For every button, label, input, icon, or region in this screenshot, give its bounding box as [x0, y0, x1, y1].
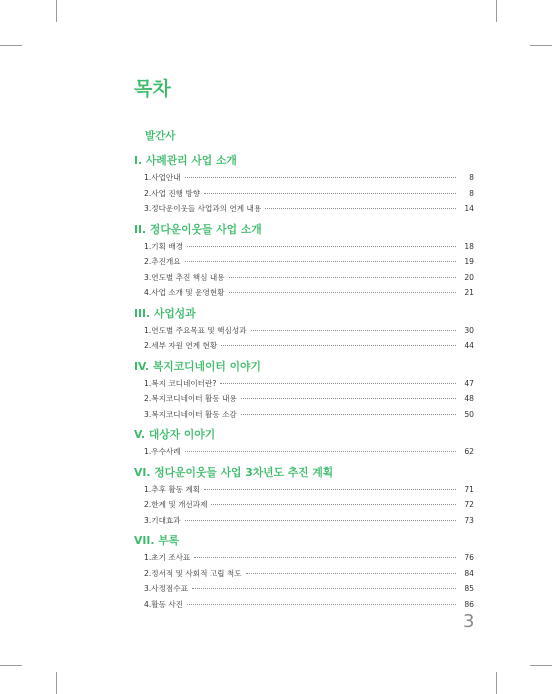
- table-of-contents: [134, 128, 474, 616]
- toc-entry-label: 1.추후 활동 계획: [144, 484, 201, 494]
- toc-entry-page: 8: [469, 188, 474, 198]
- toc-entry-page: 19: [464, 257, 474, 266]
- dot-leader: [194, 557, 456, 558]
- toc-entry[interactable]: [134, 239, 474, 255]
- toc-entry[interactable]: [134, 566, 474, 582]
- toc-entry-page: 62: [464, 447, 474, 456]
- toc-entry[interactable]: [134, 254, 474, 270]
- toc-entry[interactable]: [134, 338, 474, 354]
- dot-leader: [192, 588, 456, 589]
- toc-entry-page: 71: [464, 484, 474, 494]
- toc-entry-label: 4.사업 소개 및 운영현황: [144, 288, 225, 297]
- dot-leader: [185, 451, 456, 452]
- toc-entry[interactable]: [134, 513, 474, 529]
- dot-leader: [241, 414, 456, 415]
- dot-leader: [241, 398, 456, 399]
- dot-leader: [265, 208, 456, 209]
- toc-entry-page: 47: [464, 378, 474, 388]
- dot-leader: [229, 292, 456, 293]
- toc-entry[interactable]: [134, 186, 474, 202]
- toc-entry[interactable]: [134, 285, 474, 301]
- toc-entry-label: 1.사업안내: [144, 173, 181, 182]
- toc-section-title[interactable]: VI. 정다운이웃들 사업 3차년도 추진 계획: [134, 465, 334, 479]
- toc-section: [134, 464, 474, 529]
- dot-leader: [185, 177, 456, 178]
- toc-entry[interactable]: [134, 407, 474, 423]
- dot-leader: [211, 504, 456, 505]
- toc-entry-page: 86: [464, 599, 474, 609]
- dot-leader: [187, 246, 456, 247]
- dot-leader: [187, 604, 456, 605]
- toc-entry-label: 1.복지 코디네이터란?: [144, 378, 217, 388]
- toc-section: [134, 426, 474, 460]
- toc-entry-label: 2.사업 진행 방향: [144, 188, 201, 198]
- toc-entry-page: 85: [464, 584, 474, 593]
- dot-leader: [229, 277, 456, 278]
- toc-entry-page: 72: [464, 500, 474, 509]
- toc-entry-page: 48: [464, 394, 474, 403]
- toc-entry-page: 14: [464, 204, 474, 213]
- crop-mark-top-left: [56, 0, 57, 22]
- toc-entry-label: 1.초기 조사표: [144, 553, 191, 562]
- toc-entry-label: 3.정다운이웃들 사업과의 연계 내용: [144, 204, 262, 213]
- toc-entry-label: 2.복지코디네이터 활동 내용: [144, 394, 237, 403]
- toc-preface[interactable]: 발간사: [145, 130, 176, 142]
- dot-leader: [204, 193, 456, 194]
- toc-entry[interactable]: [134, 323, 474, 339]
- toc-entry-label: 4.활동 사진: [144, 599, 184, 609]
- toc-entry[interactable]: [134, 444, 474, 460]
- toc-entry-page: 84: [464, 568, 474, 578]
- crop-mark-bottom-right: [496, 672, 497, 694]
- toc-entry[interactable]: [134, 550, 474, 566]
- toc-entry[interactable]: [134, 376, 474, 392]
- crop-mark-right-top: [530, 45, 552, 46]
- toc-entry-label: 1.우수사례: [144, 447, 181, 456]
- toc-entry-page: 44: [464, 341, 474, 350]
- toc-section-title[interactable]: I. 사례관리 사업 소개: [134, 154, 237, 167]
- toc-entry-label: 2.한계 및 개선과제: [144, 500, 208, 509]
- toc-entry-page: 73: [464, 515, 474, 525]
- toc-entry-label: 2.추진개요: [144, 257, 181, 266]
- page-number: 3: [463, 611, 475, 632]
- toc-section: [134, 221, 474, 301]
- toc-entry[interactable]: [134, 482, 474, 498]
- toc-section: [134, 532, 474, 612]
- dot-leader: [221, 345, 456, 346]
- toc-section-title[interactable]: II. 정다운이웃들 사업 소개: [134, 222, 262, 236]
- toc-sections: [134, 152, 474, 612]
- toc-section: [134, 305, 474, 354]
- toc-entry-label: 2.정서적 및 사회적 고립 척도: [144, 568, 242, 578]
- dot-leader: [185, 261, 456, 262]
- toc-entry[interactable]: [134, 581, 474, 597]
- toc-section-title[interactable]: VII. 부록: [134, 534, 180, 547]
- toc-entry[interactable]: [134, 170, 474, 186]
- toc-entry-label: 3.연도별 추진 핵심 내용: [144, 272, 225, 282]
- dot-leader: [185, 520, 456, 521]
- dot-leader: [251, 330, 456, 331]
- crop-mark-top-right: [496, 0, 497, 22]
- toc-title: 목차: [134, 78, 171, 100]
- toc-entry-label: 1.연도별 주요목표 및 핵심성과: [144, 325, 247, 335]
- toc-entry-label: 1.기획 배경: [144, 241, 184, 251]
- dot-leader: [204, 489, 456, 490]
- toc-entry-page: 20: [464, 272, 474, 282]
- toc-entry[interactable]: [134, 270, 474, 286]
- crop-mark-bottom-left: [56, 672, 57, 694]
- toc-entry[interactable]: [134, 597, 474, 613]
- toc-entry[interactable]: [134, 391, 474, 407]
- toc-section: [134, 152, 474, 217]
- dot-leader: [220, 383, 456, 384]
- toc-entry-label: 2.세부 자원 연계 현황: [144, 341, 218, 350]
- toc-entry-label: 3.복지코디네이터 활동 소감: [144, 409, 237, 419]
- crop-mark-left-bottom: [0, 665, 22, 666]
- toc-section-title[interactable]: V. 대상자 이야기: [134, 428, 216, 441]
- crop-mark-right-bottom: [530, 665, 552, 666]
- toc-entry[interactable]: [134, 497, 474, 513]
- toc-entry-page: 30: [464, 325, 474, 335]
- toc-entry-page: 18: [464, 241, 474, 251]
- toc-section: [134, 358, 474, 423]
- toc-entry[interactable]: [134, 201, 474, 217]
- toc-entry-label: 3.사정점수표: [144, 584, 188, 593]
- dot-leader: [246, 573, 456, 574]
- toc-entry-page: 76: [464, 553, 474, 562]
- toc-entry-page: 8: [469, 173, 474, 182]
- crop-mark-left-top: [0, 45, 22, 46]
- toc-entry-page: 50: [464, 409, 474, 419]
- toc-entry-page: 21: [464, 288, 474, 297]
- toc-section-title[interactable]: IV. 복지코디네이터 이야기: [134, 359, 261, 373]
- toc-section-title[interactable]: III. 사업성과: [134, 306, 196, 320]
- toc-entry-label: 3.기대효과: [144, 515, 181, 525]
